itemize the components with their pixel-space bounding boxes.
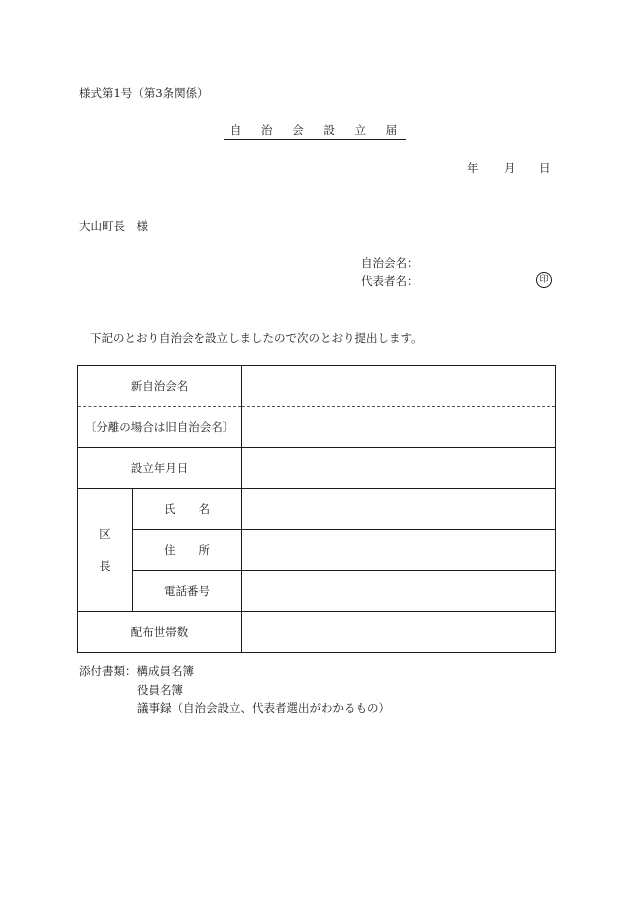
chief-char: 区 <box>99 527 111 541</box>
table-row <box>78 407 556 448</box>
seal-mark: 印 <box>536 272 552 288</box>
form-number: 様式第1号（第3条関係） <box>79 86 209 100</box>
addressee: 大山町長 様 <box>79 219 148 233</box>
application-table <box>77 365 556 653</box>
chief-phone-field[interactable] <box>242 571 556 612</box>
intro-text: 下記のとおり自治会を設立しましたので次のとおり提出します。 <box>90 331 423 345</box>
households-label: 配布世帯数 <box>78 612 242 653</box>
established-date-field[interactable] <box>242 448 556 489</box>
established-date-label: 設立年月日 <box>78 448 242 489</box>
title-char: 立 <box>354 123 369 137</box>
chief-phone-label: 電話番号 <box>133 571 242 612</box>
table-row <box>78 448 556 489</box>
title-char: 届 <box>385 123 401 137</box>
chief-address-field[interactable] <box>242 530 556 571</box>
title-char: 会 <box>292 123 307 137</box>
document-title <box>0 122 630 140</box>
table-row <box>78 530 556 571</box>
title-char: 自 <box>229 123 245 137</box>
new-name-field[interactable] <box>242 366 556 407</box>
old-name-field[interactable] <box>242 407 556 448</box>
attachment-item: 役員名簿 <box>137 682 183 697</box>
attachments <box>79 662 390 718</box>
households-field[interactable] <box>242 612 556 653</box>
chief-address-label: 住 所 <box>133 530 242 571</box>
chief-label <box>78 489 133 612</box>
table-row <box>78 366 556 407</box>
table-row <box>78 612 556 653</box>
new-name-label: 新自治会名 <box>78 366 242 407</box>
attachment-item: 構成員名簿 <box>136 664 194 678</box>
date-day: 日 <box>539 161 551 175</box>
date-month: 月 <box>504 161 516 175</box>
table-row <box>78 571 556 612</box>
chief-name-label: 氏 名 <box>133 489 242 530</box>
attachment-item: 議事録（自治会設立、代表者選出がわかるもの） <box>137 701 390 715</box>
old-name-label: 〔分離の場合は旧自治会名〕 <box>78 407 242 448</box>
chief-char: 長 <box>99 559 111 573</box>
title-char: 治 <box>261 123 276 137</box>
attachments-label: 添付書類： <box>79 664 137 678</box>
date-year: 年 <box>467 161 479 175</box>
representative-name-label: 代表者名： <box>361 274 419 288</box>
title-char: 設 <box>323 123 338 137</box>
association-name-label: 自治会名： <box>361 256 419 270</box>
chief-name-field[interactable] <box>242 489 556 530</box>
table-row <box>78 489 556 530</box>
